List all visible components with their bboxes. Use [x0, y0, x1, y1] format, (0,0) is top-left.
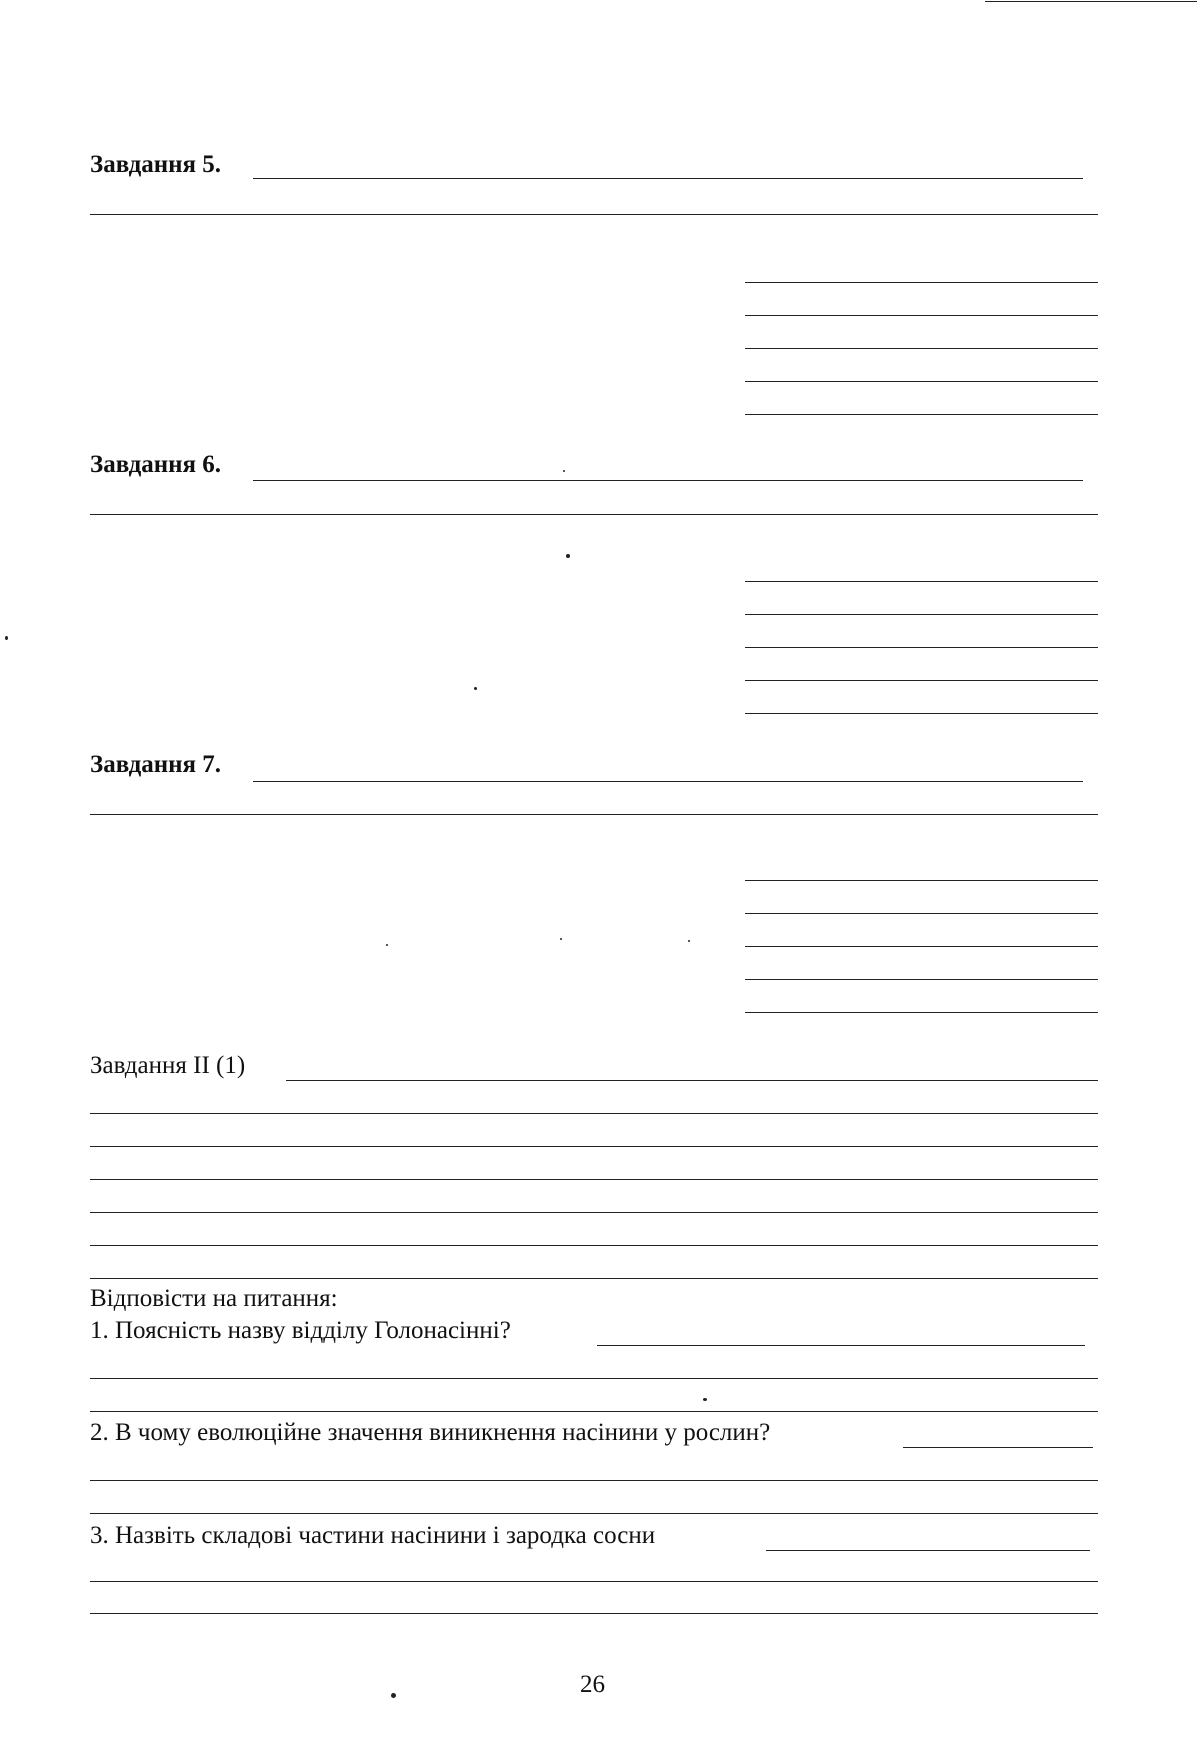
question-3-answer-line[interactable] — [766, 1550, 1090, 1551]
task-6-label-line[interactable] — [745, 680, 1098, 681]
speck — [5, 636, 8, 640]
task-7-answer-line[interactable] — [253, 781, 1083, 782]
speck — [563, 470, 565, 472]
task-ii-answer-line[interactable] — [90, 1179, 1098, 1180]
speck — [688, 940, 690, 942]
task-6-label-line[interactable] — [745, 713, 1098, 714]
speck — [566, 554, 570, 558]
speck — [560, 938, 562, 940]
task-7-label-line[interactable] — [745, 979, 1098, 980]
task-7-label-line[interactable] — [745, 1012, 1098, 1013]
task-5-label-line[interactable] — [745, 315, 1098, 316]
question-3-answer-line[interactable] — [90, 1613, 1098, 1614]
question-2-answer-line[interactable] — [90, 1480, 1098, 1481]
question-2-answer-line[interactable] — [903, 1447, 1093, 1448]
speck — [386, 944, 388, 946]
task-ii-answer-line[interactable] — [90, 1212, 1098, 1213]
task-ii-answer-line[interactable] — [90, 1278, 1098, 1279]
task-6-heading: Завдання 6. — [90, 451, 222, 478]
task-5-label-line[interactable] — [745, 282, 1098, 283]
task-6-answer-line[interactable] — [90, 514, 1098, 515]
page-number: 26 — [580, 1671, 605, 1698]
question-3: 3. Назвіть складові частини насінини і зародка сосни — [90, 1522, 656, 1549]
task-5-label-line[interactable] — [745, 381, 1098, 382]
task-6-label-line[interactable] — [745, 647, 1098, 648]
speck — [703, 1398, 707, 1401]
task-6-label-line[interactable] — [745, 581, 1098, 582]
task-5-label-line[interactable] — [745, 348, 1098, 349]
task-7-label-line[interactable] — [745, 880, 1098, 881]
task-5-label-line[interactable] — [745, 414, 1098, 415]
question-1: 1. Поясність назву відділу Голонасінні? — [90, 1317, 511, 1344]
task-7-heading: Завдання 7. — [90, 751, 222, 778]
task-ii-answer-line[interactable] — [286, 1080, 1098, 1081]
task-5-heading: Завдання 5. — [90, 151, 222, 178]
task-6-answer-line[interactable] — [253, 480, 1083, 481]
task-ii-answer-line[interactable] — [90, 1245, 1098, 1246]
speck — [391, 1693, 396, 1698]
task-5-answer-line[interactable] — [253, 178, 1083, 179]
question-2-answer-line[interactable] — [90, 1513, 1098, 1514]
question-1-answer-line[interactable] — [90, 1411, 1098, 1412]
task-7-answer-line[interactable] — [90, 814, 1098, 815]
task-5-answer-line[interactable] — [90, 214, 1098, 215]
speck — [474, 687, 477, 690]
question-1-answer-line[interactable] — [597, 1345, 1085, 1346]
task-7-label-line[interactable] — [745, 946, 1098, 947]
top-corner-rule — [985, 1, 1197, 2]
task-6-label-line[interactable] — [745, 614, 1098, 615]
task-ii-answer-line[interactable] — [90, 1113, 1098, 1114]
question-2: 2. В чому еволюційне значення виникнення насінини у рослин? — [90, 1419, 771, 1446]
task-ii-answer-line[interactable] — [90, 1146, 1098, 1147]
question-1-answer-line[interactable] — [90, 1378, 1098, 1379]
task-ii-heading: Завдання ІІ (1) — [90, 1052, 246, 1079]
task-7-label-line[interactable] — [745, 913, 1098, 914]
question-3-answer-line[interactable] — [90, 1581, 1098, 1582]
questions-intro: Відповісти на питання: — [90, 1285, 338, 1312]
